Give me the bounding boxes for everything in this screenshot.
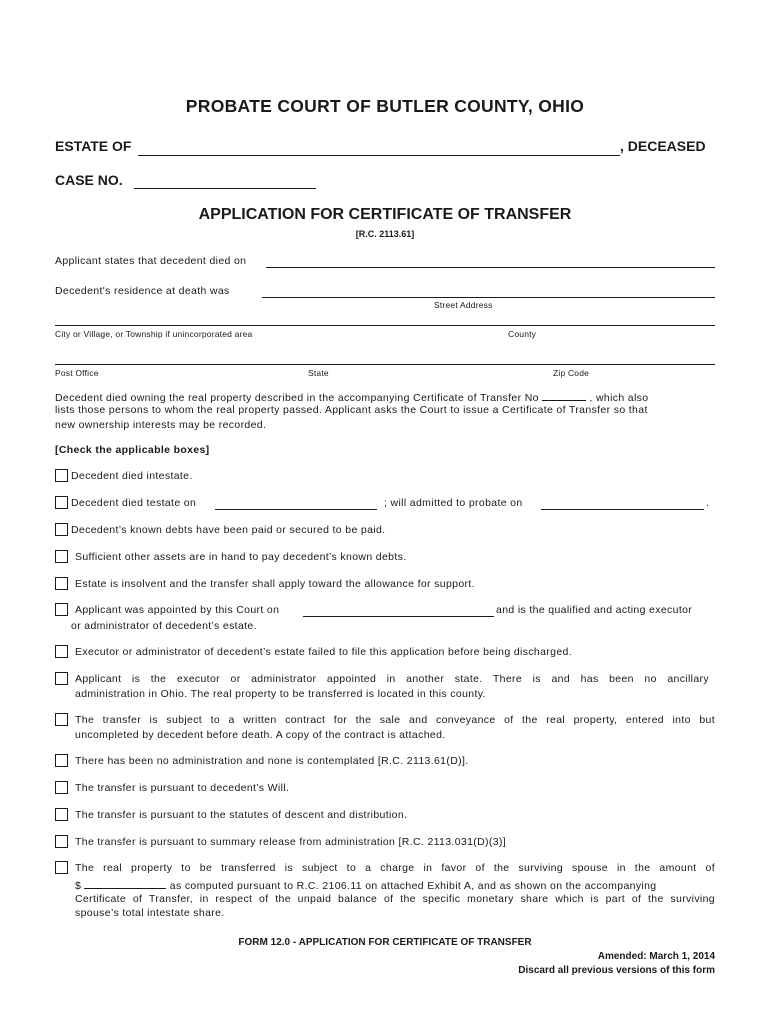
footer-amended: Amended: March 1, 2014: [597, 951, 715, 962]
footer-form-name: FORM 12.0 - APPLICATION FOR CERTIFICATE OF TRANSFER: [238, 937, 532, 948]
written-contract-line1: The transfer is subject to a written contract for the sale and conveyance of the real property, entered into but: [75, 714, 715, 726]
spouse-charge-line4: spouse’s total intestate share.: [75, 907, 225, 919]
city-caption: City or Village, or Township if unincorporated area: [55, 329, 253, 339]
street-address-caption: Street Address: [434, 300, 493, 310]
intro-line-1: [55, 389, 648, 404]
spouse-charge-line2: [75, 877, 656, 892]
written-contract-line2: uncompleted by decedent before death. A copy of the contract is attached.: [75, 729, 446, 741]
died-on-label: Applicant states that decedent died on: [55, 255, 247, 267]
post-office-state-zip-field[interactable]: [55, 364, 715, 365]
intestate-checkbox[interactable]: [55, 469, 68, 482]
deceased-label: , DECEASED: [620, 138, 706, 154]
intro-text-b: , which also: [589, 392, 649, 404]
probate-date-field[interactable]: [541, 509, 704, 510]
street-address-field[interactable]: [262, 297, 715, 298]
check-heading: [Check the applicable boxes]: [55, 444, 210, 456]
testate-date-field[interactable]: [215, 509, 377, 510]
spouse-charge-line1: The real property to be transferred is subject to a charge in favor of the surviving spouse in the amount of: [75, 862, 715, 874]
testate-period: .: [706, 497, 710, 509]
zip-caption: Zip Code: [553, 368, 590, 378]
written-contract-checkbox[interactable]: [55, 713, 68, 726]
appointed-checkbox[interactable]: [55, 603, 68, 616]
estate-of-label: ESTATE OF: [55, 138, 132, 154]
city-county-field[interactable]: [55, 325, 715, 326]
spouse-amount-field[interactable]: [84, 877, 166, 889]
summary-release-label: The transfer is pursuant to summary release from administration [R.C. 2113.031(D)(3)]: [75, 836, 507, 848]
appointed-label: Applicant was appointed by this Court on: [75, 604, 280, 616]
insolvent-checkbox[interactable]: [55, 577, 68, 590]
case-no-label: CASE NO.: [55, 172, 123, 188]
another-state-line1: Applicant is the executor or administrator appointed in another state. There is and has been no ancillary: [75, 673, 709, 685]
certificate-number-field[interactable]: [542, 389, 586, 401]
dollar-sign: $: [75, 880, 82, 892]
no-administration-checkbox[interactable]: [55, 754, 68, 767]
intestate-label: Decedent died intestate.: [71, 470, 193, 482]
insolvent-label: Estate is insolvent and the transfer shall apply toward the allowance for support.: [75, 578, 475, 590]
debts-paid-checkbox[interactable]: [55, 523, 68, 536]
descent-distribution-label: The transfer is pursuant to the statutes of descent and distribution.: [75, 809, 408, 821]
sufficient-assets-checkbox[interactable]: [55, 550, 68, 563]
date-of-death-field[interactable]: [266, 267, 715, 268]
intro-line-3: new ownership interests may be recorded.: [55, 419, 267, 431]
intro-text-a: Decedent died owning the real property described in the accompanying Certificate of Transfer No: [55, 392, 539, 404]
will-admitted-label: ; will admitted to probate on: [384, 497, 523, 509]
failed-to-file-checkbox[interactable]: [55, 645, 68, 658]
another-state-checkbox[interactable]: [55, 672, 68, 685]
intro-line-2: lists those persons to whom the real property passed. Applicant asks the Court to issue a Certificate of Transfer so that: [55, 404, 648, 416]
post-office-caption: Post Office: [55, 368, 99, 378]
pursuant-will-label: The transfer is pursuant to decedent’s Will.: [75, 782, 290, 794]
descent-distribution-checkbox[interactable]: [55, 808, 68, 821]
summary-release-checkbox[interactable]: [55, 835, 68, 848]
spouse-charge-line2-text: as computed pursuant to R.C. 2106.11 on attached Exhibit A, and as shown on the accompanying: [169, 880, 657, 892]
spouse-charge-checkbox[interactable]: [55, 861, 68, 874]
statute-reference: [R.C. 2113.61]: [355, 229, 415, 239]
case-number-field[interactable]: [134, 188, 316, 189]
pursuant-will-checkbox[interactable]: [55, 781, 68, 794]
footer-discard: Discard all previous versions of this form: [518, 965, 715, 976]
sufficient-assets-label: Sufficient other assets are in hand to pay decedent’s known debts.: [75, 551, 407, 563]
debts-paid-label: Decedent’s known debts have been paid or secured to be paid.: [71, 524, 386, 536]
estate-name-field[interactable]: [138, 155, 620, 156]
form-title: APPLICATION FOR CERTIFICATE OF TRANSFER: [198, 206, 572, 223]
testate-checkbox[interactable]: [55, 496, 68, 509]
another-state-line2: administration in Ohio. The real property to be transferred is located in this county.: [75, 688, 486, 700]
testate-label: Decedent died testate on: [71, 497, 197, 509]
county-caption: County: [508, 329, 537, 339]
state-caption: State: [308, 368, 329, 378]
court-title: PROBATE COURT OF BUTLER COUNTY, OHIO: [185, 96, 585, 116]
spouse-charge-line3: Certificate of Transfer, in respect of the unpaid balance of the specific monetary share which is part of the surviving: [75, 893, 715, 905]
no-administration-label: There has been no administration and none is contemplated [R.C. 2113.61(D)].: [75, 755, 469, 767]
qualified-executor-label: and is the qualified and acting executor: [496, 604, 693, 616]
appointed-label-line2: or administrator of decedent’s estate.: [71, 620, 257, 632]
appointment-date-field[interactable]: [303, 616, 494, 617]
residence-label: Decedent's residence at death was: [55, 285, 230, 297]
failed-to-file-label: Executor or administrator of decedent’s estate failed to file this application before being discharged.: [75, 646, 572, 658]
